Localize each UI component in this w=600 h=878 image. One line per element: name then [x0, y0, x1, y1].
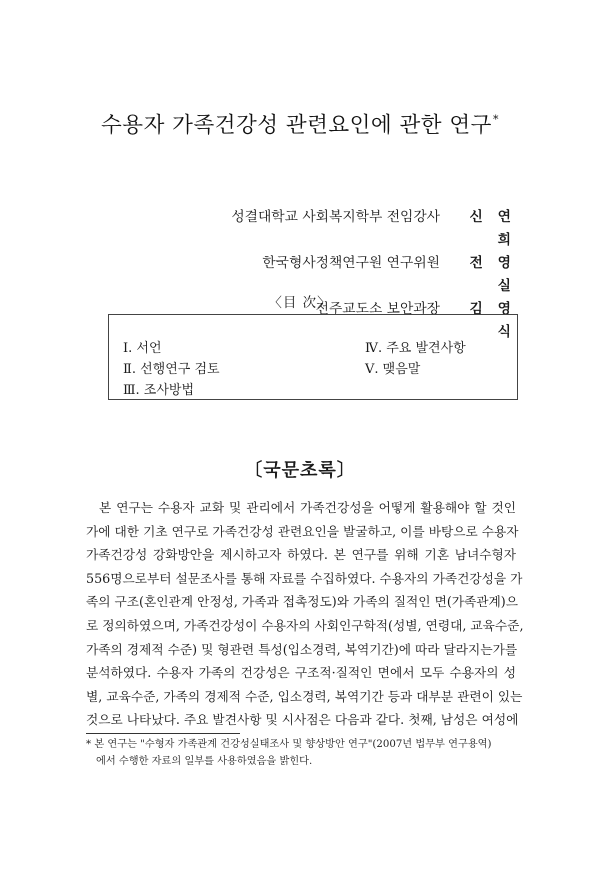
- abstract-line: 별, 교육수준, 가족의 경제적 수준, 입소경력, 복역기간 등과 대부분 관련이 있는: [86, 688, 523, 704]
- abstract-line: 가에 대한 기초 연구로 가족건강성 관련요인을 발굴하고, 이를 바탕으로 수용자: [86, 523, 519, 539]
- abstract-body: [86, 496, 524, 732]
- title-text: 수용자 가족건강성 관련요인에 관한 연구: [101, 113, 492, 138]
- toc-item-4: Ⅳ. 주요 발견사항: [365, 341, 466, 356]
- title-footnote-mark: *: [492, 113, 499, 126]
- author-affiliation: 한국형사정책연구원 연구위원: [262, 255, 440, 271]
- footnote-line: * 본 연구는 "수형자 가족관계 건강성실태조사 및 향상방안 연구"(2007년 법무부 연구용역): [86, 739, 492, 750]
- abstract-line: 가족의 경제적 수준) 및 형관련 특성(입소경력, 복역기간)에 따라 달라지는가를: [86, 641, 518, 657]
- footnote-line: 에서 수행한 자료의 일부를 사용하였음을 밝힌다.: [96, 755, 313, 767]
- paper-title: [0, 108, 600, 139]
- abstract-line: 것으로 나타났다. 주요 발견사항 및 시사점은 다음과 같다. 첫째, 남성은 여성에: [86, 712, 519, 728]
- toc-item-5: Ⅴ. 맺음말: [365, 362, 421, 377]
- table-of-contents: [108, 314, 518, 400]
- author-name: 김 영 식: [469, 301, 516, 340]
- abstract-line: 본 연구는 수용자 교화 및 관리에서 가족건강성을 어떻게 활용해야 할 것인: [99, 500, 516, 515]
- abstract-line: 556명으로부터 설문조사를 통해 자료를 수집하였다. 수용자의 가족건강성을 가: [86, 570, 523, 586]
- author-affiliation: 성결대학교 사회복지학부 전임강사: [231, 209, 440, 225]
- abstract-line: 분석하였다. 수용자 가족의 건강성은 구조적·질적인 면에서 모두 수용자의 성: [86, 665, 516, 681]
- toc-item-1: Ⅰ. 서언: [123, 341, 162, 356]
- footnote: [86, 737, 518, 770]
- toc-item-2: Ⅱ. 선행연구 검토: [123, 362, 220, 377]
- author-name: 신 연 희: [469, 209, 516, 248]
- abstract-line: 로 정의하였으며, 가족건강성이 수용자의 사회인구학적(성별, 연령대, 교육수준,: [86, 617, 524, 633]
- author-name: 전 영 실: [469, 255, 516, 294]
- toc-item-3: Ⅲ. 조사방법: [123, 383, 195, 398]
- abstract-heading: 〔국문초록〕: [244, 460, 356, 481]
- abstract-line: 족의 구조(혼인관계 안정성, 가족과 접촉정도)와 가족의 질적인 면(가족관계)으: [86, 594, 519, 610]
- footnote-divider: [86, 733, 240, 734]
- abstract-line: 가족건강성 강화방안을 제시하고자 하였다. 본 연구를 위해 기혼 남녀수형자: [86, 547, 516, 563]
- author-affiliation: 전주교도소 보안과장: [315, 301, 440, 317]
- author-line: [231, 206, 516, 252]
- toc-heading: 〈目 次〉: [268, 295, 332, 311]
